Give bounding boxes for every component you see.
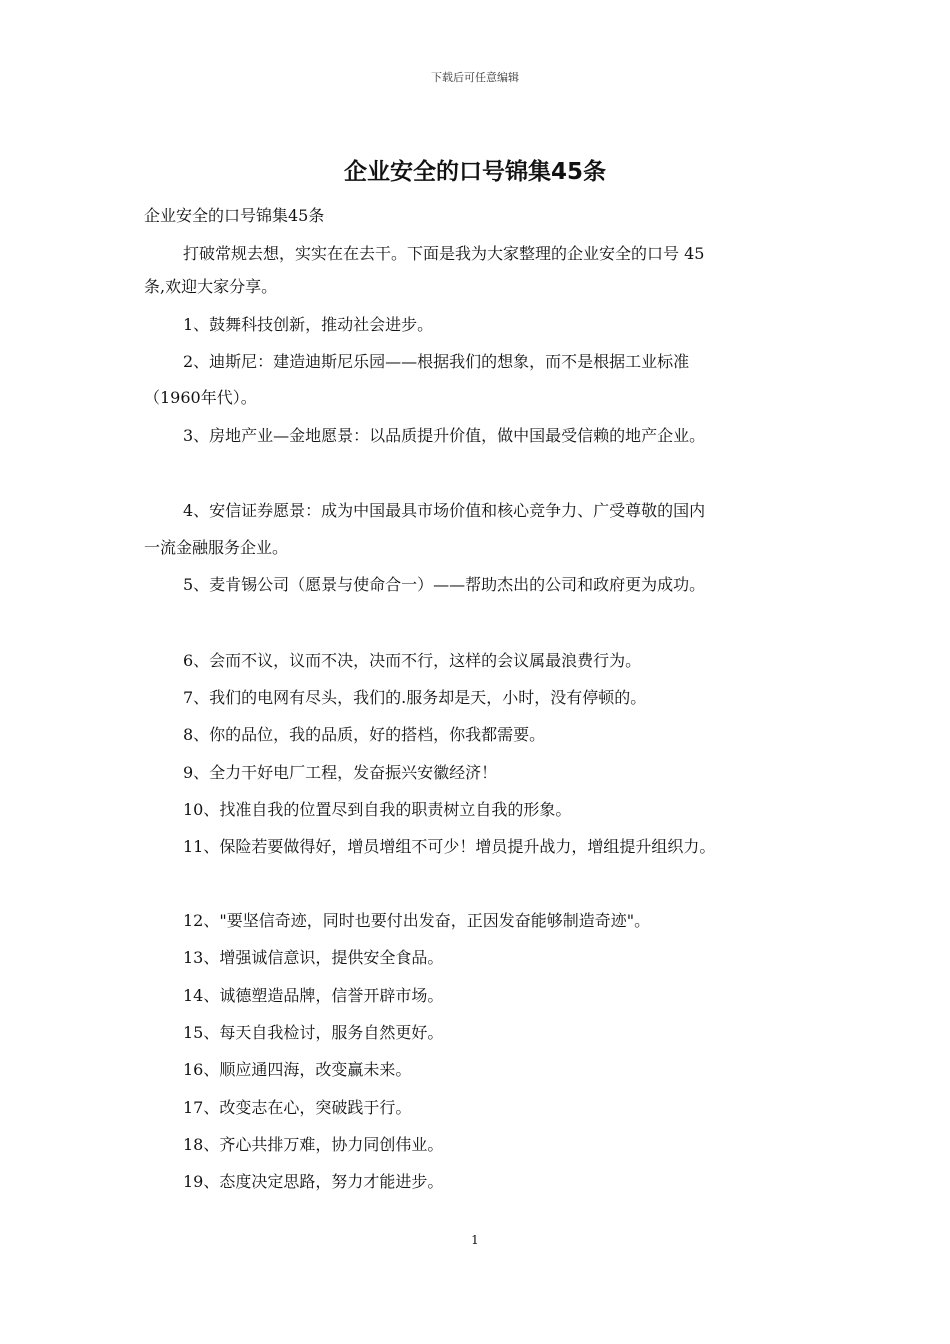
list-item-12: 12、"要坚信奇迹，同时也要付出发奋，正因发奋能够制造奇迹"。 [183, 911, 651, 930]
list-item-3: 3、房地产业—金地愿景：以品质提升价值，做中国最受信赖的地产企业。 [183, 426, 706, 445]
list-item-1: 1、鼓舞科技创新，推动社会进步。 [183, 315, 434, 334]
list-item-19: 19、态度决定思路，努力才能进步。 [183, 1172, 444, 1191]
intro-line-2: 条,欢迎大家分享。 [144, 277, 278, 296]
list-item-16: 16、顺应通四海，改变赢未来。 [183, 1060, 412, 1079]
list-item-10: 10、找准自我的位置尽到自我的职责树立自我的形象。 [183, 800, 572, 819]
list-item-14: 14、诚德塑造品牌，信誉开辟市场。 [183, 986, 444, 1005]
list-item-8: 8、你的品位，我的品质，好的搭档，你我都需要。 [183, 725, 546, 744]
list-item-6: 6、会而不议，议而不决，决而不行，这样的会议属最浪费行为。 [183, 651, 642, 670]
list-item-11: 11、保险若要做得好，增员增组不可少！增员提升战力，增组提升组织力。 [183, 837, 716, 856]
intro-line-1: 打破常规去想，实实在在去干。下面是我为大家整理的企业安全的口号 45 [183, 244, 705, 263]
list-item-7: 7、我们的电网有尽头，我们的.服务却是天，小时，没有停顿的。 [183, 688, 647, 707]
list-item-4-cont: 一流金融服务企业。 [144, 538, 289, 557]
page-title: 企业安全的口号锦集45条 [343, 159, 606, 185]
list-item-18: 18、齐心共排万难，协力同创伟业。 [183, 1135, 444, 1154]
subtitle: 企业安全的口号锦集45条 [144, 206, 325, 225]
list-item-17: 17、改变志在心，突破践于行。 [183, 1098, 412, 1117]
list-item-13: 13、增强诚信意识，提供安全食品。 [183, 948, 444, 967]
page-number: 1 [471, 1233, 479, 1247]
list-item-9: 9、全力干好电厂工程，发奋振兴安徽经济！ [183, 763, 498, 782]
list-item-2: 2、迪斯尼：建造迪斯尼乐园——根据我们的想象，而不是根据工业标准 [183, 352, 690, 371]
list-item-2-cont: （1960年代）。 [144, 388, 257, 407]
list-item-15: 15、每天自我检讨，服务自然更好。 [183, 1023, 444, 1042]
list-item-4: 4、安信证券愿景：成为中国最具市场价值和核心竞争力、广受尊敬的国内 [183, 501, 706, 520]
page-header: 下载后可任意编辑 [431, 71, 519, 84]
list-item-5: 5、麦肯锡公司（愿景与使命合一）——帮助杰出的公司和政府更为成功。 [183, 575, 706, 594]
